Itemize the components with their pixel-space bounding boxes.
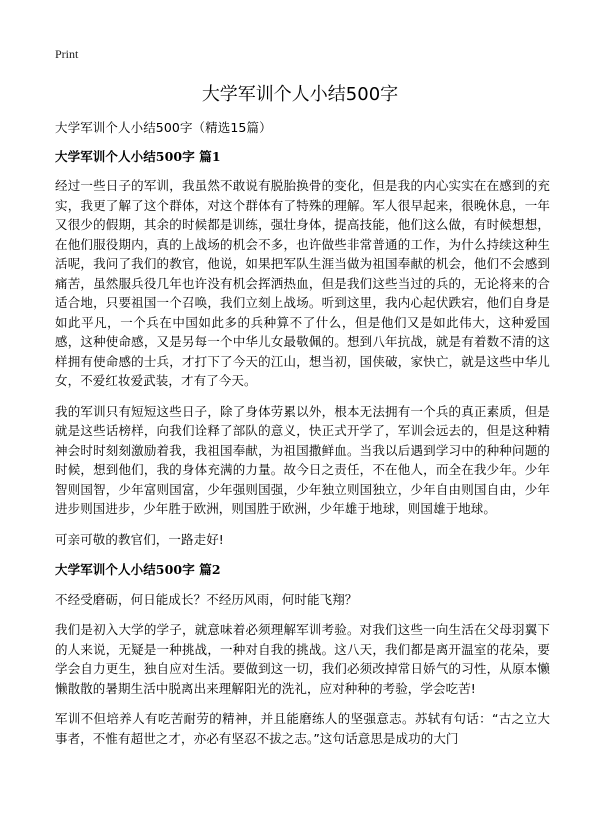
paragraph: 经过一些日子的军训，我虽然不敢说有脱胎换骨的变化，但是我的内心实实在在感到的充实，我更了解了这个群体，对这个群体有了特殊的理解。军人很早起来，很晚休息，一年又很少的假期，其余的时候都是训练，强壮身体，提高技能，他们这么做，有时候想想，在他们服役期内，真的上战场的机会不多，也许做些非常普通的工作，为什么持续这种生活呢，我问了我们的教官，他说，如果把军队生涯当做为祖国奉献的机会，他们不会感到痛苦，虽然服兵役几年也许没有机会挥洒热血，但是我们这些当过的兵的，无论将来的合适合地，只要祖国一个召唤，我们立刻上战场。听到这里，我内心起伏跌宕，他们自身是如此平凡，一个兵在中国如此多的兵种算不了什么，但是他们又是如此伟大，这种爱国感，这种使命感，又是另每一个中华儿女最敬佩的。想到八年抗战，就是有着数不清的这样拥有使命感的士兵，才打下了今天的江山，想当初，国侠破，家快亡，就是这些中华儿女，不爱红妆爱武装，才有了今天。 [55,178,550,388]
section-heading: 大学军训个人小结500字 篇2 [55,562,221,577]
paragraph: 我的军训只有短短这些日子，除了身体劳累以外，根本无法拥有一个兵的真正素质，但是就是这些话榜样，向我们诠释了部队的意义，快正式开学了，军训会远去的，但是这种精神会时时刻刻激励着我，我祖国奉献，为祖国撒鲜血。当我以后遇到学习中的种种问题的时候，想到他们，我的身体充满的力量。故今日之责任，不在他人，而全在我少年。少年智则国智，少年富则国富，少年强则国强，少年独立则国独立，少年自由则国自由，少年进步则国进步，少年胜于欧洲，则国胜于欧洲，少年雄于地球，则国雄于地球。 [55,403,550,516]
document-subtitle: 大学军训个人小结500字（精选15篇） [55,120,272,135]
print-link[interactable]: Print [55,47,79,61]
paragraph: 我们是初入大学的学子，就意味着必须理解军训考验。对我们这些一向生活在父母羽翼下的人来说，无疑是一种挑战，一种对自我的挑战。这八天，我们都是离开温室的花朵，要学会自力更生，独自应对生活。要做到这一切，我们必须改掉常日娇气的习性，从原本懒懒散散的暑期生活中脱离出来理解阳光的洗礼，应对种种的考验，学会吃苦! [55,622,550,696]
document-title: 大学军训个人小结500字 [201,84,399,105]
paragraph: 军训不但培养人有吃苦耐劳的精神，并且能磨练人的坚强意志。苏轼有句话：“古之立大事者，不惟有超世之才，亦必有坚忍不拔之志。”这句话意思是成功的大门 [55,711,550,746]
paragraph: 可亲可敬的教官们，一路走好! [55,531,224,547]
document-body [55,118,550,759]
paragraph: 不经受磨砺，何日能成长？不经历风雨，何时能飞翔？ [55,591,358,607]
section-heading: 大学军训个人小结500字 篇1 [55,148,221,164]
section-1 [55,147,550,550]
section-2 [55,560,550,748]
